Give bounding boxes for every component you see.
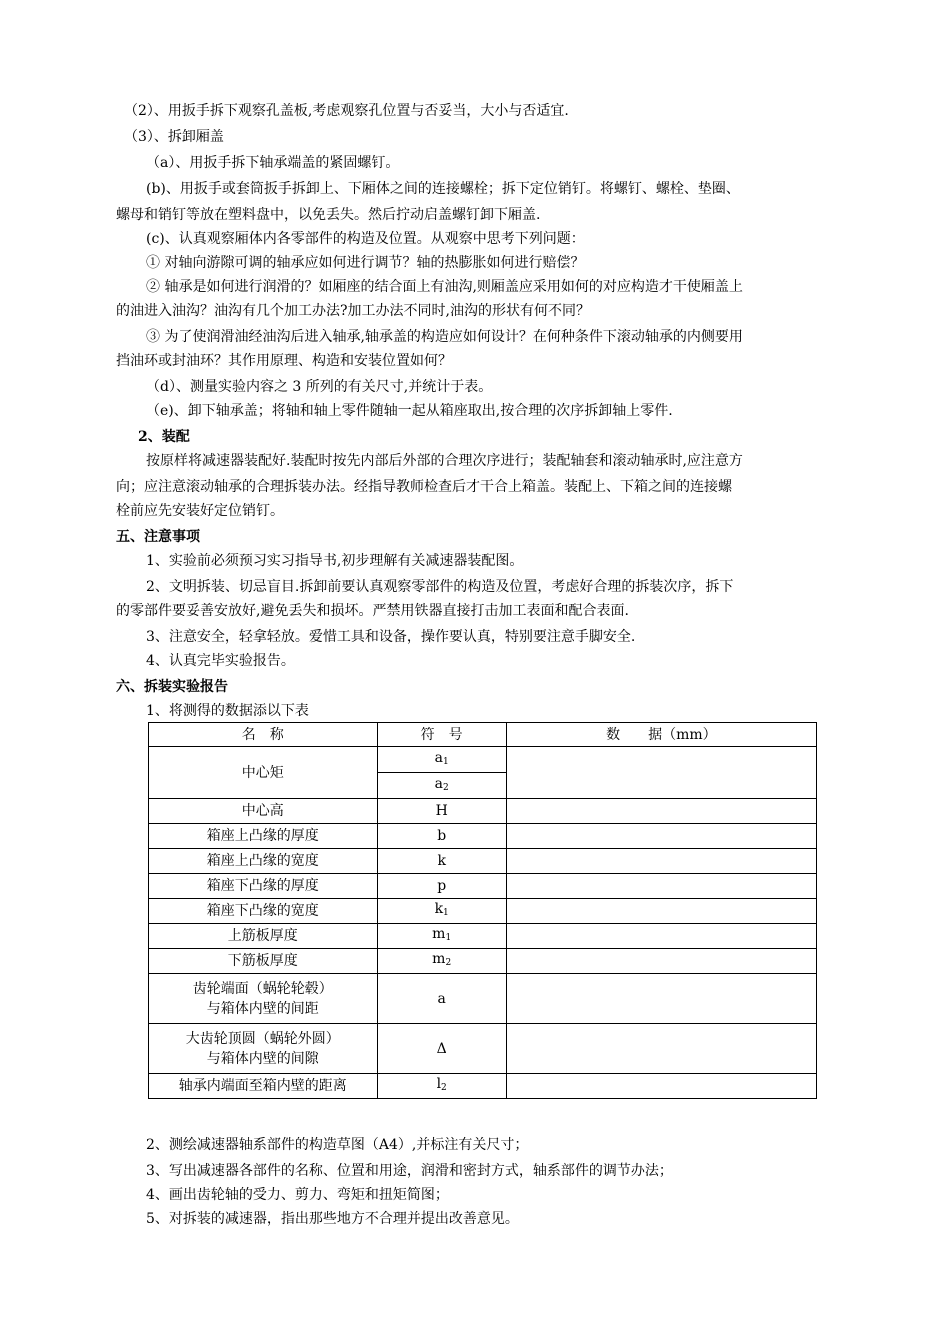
text-line: 2、测绘减速器轴系部件的构造草图（A4）,并标注有关尺寸； xyxy=(146,1137,529,1153)
data-cell[interactable] xyxy=(506,799,816,824)
row-symbol: Δ xyxy=(377,1024,506,1074)
text-line: (b)、用扳手或套筒扳手拆卸上、下厢体之间的连接螺栓；拆下定位销钉。将螺钉、螺栓、垫圈、 xyxy=(146,181,740,197)
text-line: 1、实验前必须预习实习指导书,初步理解有关减速器装配图。 xyxy=(146,553,524,569)
table-row xyxy=(149,924,817,949)
text-line: （e)、卸下轴承盖；将轴和轴上零件随轴一起从箱座取出,按合理的次序拆卸轴上零件. xyxy=(146,403,673,419)
table-row xyxy=(149,1024,817,1074)
data-cell[interactable] xyxy=(506,824,816,849)
data-cell[interactable] xyxy=(506,874,816,899)
row-symbol: $m_2$ xyxy=(377,949,506,974)
text-line: 3、注意安全，轻拿轻放。爱惜工具和设备，操作要认真，特别要注意手脚安全. xyxy=(146,629,636,645)
row-name: 箱座下凸缘的厚度 xyxy=(149,874,378,899)
text-line: 螺母和销钉等放在塑料盘中，以免丢失。然后拧动启盖螺钉卸下厢盖. xyxy=(116,207,541,223)
row-name: 大齿轮顶圆（蜗轮外圆） 与箱体内壁的间隙 xyxy=(149,1024,378,1074)
row-symbol: b xyxy=(377,824,506,849)
row-symbol: k xyxy=(377,849,506,874)
text-line: （2）、用扳手拆下观察孔盖板,考虑观察孔位置与否妥当，大小与否适宜. xyxy=(124,103,569,119)
row-symbol: $l_2$ xyxy=(377,1074,506,1099)
data-cell[interactable] xyxy=(506,949,816,974)
text-line: 3、写出减速器各部件的名称、位置和用途，润滑和密封方式，轴系部件的调节办法； xyxy=(146,1163,673,1179)
row-name: 箱座上凸缘的厚度 xyxy=(149,824,378,849)
table-row xyxy=(149,949,817,974)
text-line: 的油进入油沟？油沟有几个加工办法?加工办法不同时,油沟的形状有何不同？ xyxy=(116,303,590,319)
row-symbol: $a_1$ xyxy=(377,747,506,773)
header-name: 名 称 xyxy=(149,723,378,747)
row-name: 齿轮端面（蜗轮轮毂） 与箱体内壁的间距 xyxy=(149,974,378,1024)
row-symbol: $a_2$ xyxy=(377,773,506,799)
table-row xyxy=(149,1074,817,1099)
row-name: 下筋板厚度 xyxy=(149,949,378,974)
data-cell[interactable] xyxy=(506,924,816,949)
row-symbol: a xyxy=(377,974,506,1024)
table-row xyxy=(149,824,817,849)
data-cell[interactable] xyxy=(506,1074,816,1099)
header-symbol: 符 号 xyxy=(377,723,506,747)
text-line: 4、画出齿轮轴的受力、剪力、弯矩和扭矩简图； xyxy=(146,1187,449,1203)
text-line: 2、文明拆装、切忌盲目.拆卸前要认真观察零部件的构造及位置，考虑好合理的拆装次序，拆下 xyxy=(146,579,734,595)
text-line: ③ 为了使润滑油经油沟后进入轴承,轴承盖的构造应如何设计？在何种条件下滚动轴承的内侧要用 xyxy=(146,329,743,345)
measurement-table xyxy=(148,722,817,1099)
data-cell[interactable] xyxy=(506,974,816,1024)
table-row xyxy=(149,747,817,773)
text-line: 向；应注意滚动轴承的合理拆装办法。经指导教师检查后才干合上箱盖。装配上、下箱之间的连接螺 xyxy=(116,479,732,495)
data-cell[interactable] xyxy=(506,1024,816,1074)
table-row xyxy=(149,899,817,924)
table-row xyxy=(149,849,817,874)
data-cell[interactable] xyxy=(506,899,816,924)
header-data: 数 据（mm） xyxy=(506,723,816,747)
row-symbol: H xyxy=(377,799,506,824)
row-symbol: $k_1$ xyxy=(377,899,506,924)
section-heading: 2、装配 xyxy=(138,429,190,445)
text-line: ② 轴承是如何进行润滑的？如厢座的结合面上有油沟,则厢盖应采用如何的对应构造才干使厢盖上 xyxy=(146,279,743,295)
row-symbol: $m_1$ xyxy=(377,924,506,949)
data-cell[interactable] xyxy=(506,849,816,874)
table-row xyxy=(149,974,817,1024)
text-line: 5、对拆装的减速器，指出那些地方不合理并提出改善意见。 xyxy=(146,1211,519,1227)
text-line: （a）、用扳手拆下轴承端盖的紧固螺钉。 xyxy=(146,155,400,171)
text-line: ① 对轴向游隙可调的轴承应如何进行调节？轴的热膨胀如何进行赔偿？ xyxy=(146,255,585,271)
row-name: 中心高 xyxy=(149,799,378,824)
row-name: 箱座上凸缘的宽度 xyxy=(149,849,378,874)
text-line: （3）、拆卸厢盖 xyxy=(124,129,224,145)
row-name: 上筋板厚度 xyxy=(149,924,378,949)
section-heading: 五、注意事项 xyxy=(116,529,200,545)
section-heading: 六、拆装实验报告 xyxy=(116,679,228,695)
text-line: （d）、测量实验内容之 3 所列的有关尺寸,并统计于表。 xyxy=(146,379,493,395)
table-row xyxy=(149,799,817,824)
text-line: 的零部件要妥善安放好,避免丢失和损坏。严禁用铁器直接打击加工表面和配合表面. xyxy=(116,603,629,619)
row-symbol: p xyxy=(377,874,506,899)
table-row xyxy=(149,874,817,899)
row-name: 中心矩 xyxy=(149,747,378,799)
table-header-row xyxy=(149,723,817,747)
row-name: 轴承内端面至箱内壁的距离 xyxy=(149,1074,378,1099)
text-line: (c)、认真观察厢体内各零部件的构造及位置。从观察中思考下列问题： xyxy=(146,231,585,247)
text-line: 4、认真完毕实验报告。 xyxy=(146,653,295,669)
row-name: 箱座下凸缘的宽度 xyxy=(149,899,378,924)
text-line: 按原样将减速器装配好.装配时按先内部后外部的合理次序进行；装配轴套和滚动轴承时,应注意方 xyxy=(146,453,743,469)
text-line: 栓前应先安装好定位销钉。 xyxy=(116,503,284,519)
text-line: 挡油环或封油环？其作用原理、构造和安装位置如何？ xyxy=(116,353,452,369)
text-line: 1、将测得的数据添以下表 xyxy=(146,703,309,719)
data-cell[interactable] xyxy=(506,747,816,799)
